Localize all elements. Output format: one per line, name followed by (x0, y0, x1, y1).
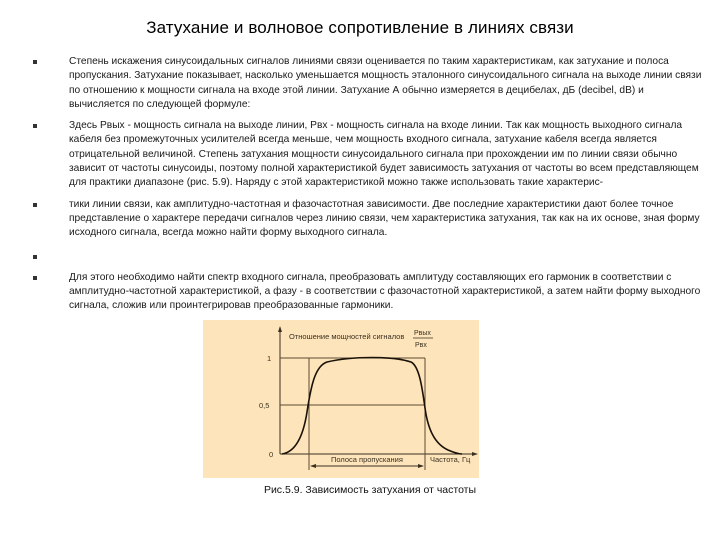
ytick-0: 0 (269, 450, 274, 459)
y-axis-arrow-icon (278, 326, 282, 332)
fraction-numerator: Pвых (414, 330, 431, 337)
ytick-1: 1 (267, 354, 272, 363)
chart-svg (203, 320, 479, 478)
list-item (33, 55, 703, 112)
y-axis-label: Отношение мощностей сигналов (289, 332, 405, 341)
bullet-icon (33, 255, 37, 259)
list-item (33, 198, 703, 241)
bullet-icon (33, 124, 37, 128)
list-item (33, 250, 703, 264)
paragraph-text: тики линии связи, как амплитудно-частотная и фазочастотная зависимости. Две последние характеристики дают более точное представление о характере передачи сигналов через линию связи, чем характеристика затухания, так как на их основе, зная форму исходного сигнала, всегда можно найти форму выходного сигнала. (69, 198, 700, 239)
paragraph-text: Здесь Рвых - мощность сигнала на выходе линии, Рвх - мощность сигнала на входе линии. Так как мощность выходного сигнала кабеля без промежуточных усилителей всегда меньше, чем мощность входного сигнала, затухание кабеля всегда является отрицательной величиной. Степень затухания мощности синусоидального сигнала при прохождении им по линии связи обычно зависит от частоты синусоиды, поэтому полной характеристикой будет зависимость затухания от частоты во всем представляющем для практики диапазоне (рис. 5.9). Наряду с этой характеристикой можно также использовать такие характерис- (69, 120, 699, 189)
bullet-icon (33, 203, 37, 207)
band-label: Полоса пропускания (331, 455, 403, 464)
bullet-list (33, 55, 703, 314)
x-axis-label: Частота, Гц (430, 455, 471, 464)
figure-attenuation-chart (203, 320, 479, 478)
bullet-icon (33, 60, 37, 64)
paragraph-text: Для этого необходимо найти спектр входного сигнала, преобразовать амплитуду составляющих его гармоник в соответствии с амплитудно-частотной характеристикой, а фазу - в соответствии с фазочастотной характеристикой, а затем найти форму выходного сигнала, сложив или проинтегрировав преобразованные гармоники. (69, 271, 701, 312)
paragraph-text: Степень искажения синусоидальных сигналов линиями связи оценивается по таким характеристикам, как затухание и полоса пропускания. Затухание показывает, насколько уменьшается мощность эталонного синусоидального сигнала на выходе линии связи по отношению к мощности сигнала на входе этой линии. Затухание А обычно измеряется в децибелах, дБ (decibel, dB) и вычисляется по следующей формуле: (69, 56, 702, 110)
list-item (33, 271, 703, 314)
fraction-denominator: Pвх (415, 342, 427, 349)
band-arrow-right-icon (418, 464, 424, 468)
ytick-0-5: 0,5 (259, 401, 270, 410)
list-item (33, 119, 703, 190)
bullet-icon (33, 276, 37, 280)
x-axis-arrow-icon (472, 452, 478, 456)
page-title: Затухание и волновое сопротивление в линиях связи (146, 18, 574, 37)
figure-caption: Рис.5.9. Зависимость затухания от частоты (263, 484, 477, 496)
band-arrow-left-icon (310, 464, 316, 468)
